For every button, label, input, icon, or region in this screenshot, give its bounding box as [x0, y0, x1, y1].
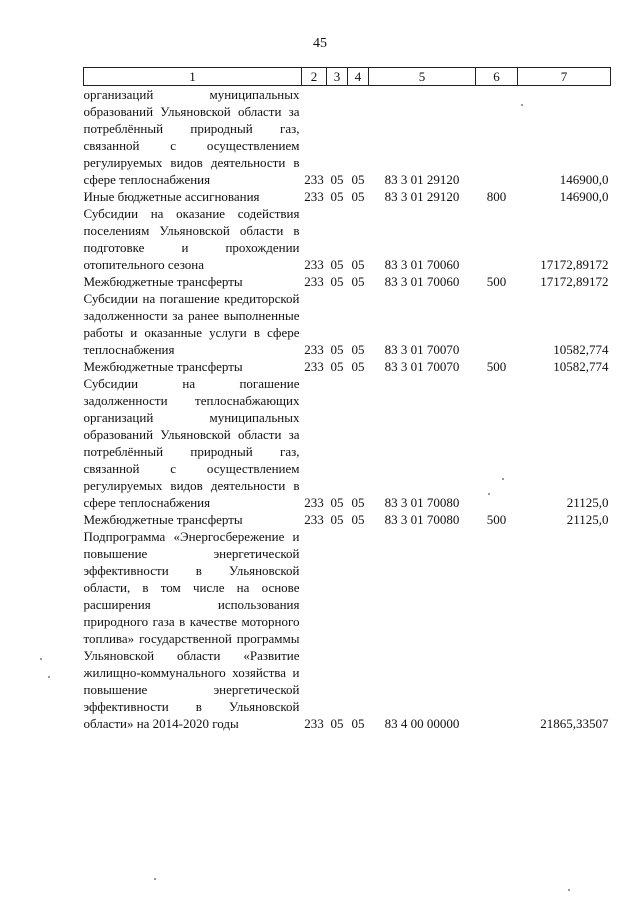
column-header-6: 6: [476, 68, 518, 86]
table-row: [84, 205, 611, 273]
row-name: Субсидии на оказание содействия поселениям Ульяновской области в подготовке и прохождении отопительного сезона: [83, 206, 300, 272]
section-code: 05: [330, 172, 344, 187]
section-code: 05: [330, 716, 344, 731]
scan-speck: [521, 104, 523, 106]
target-article-code: 83 3 01 70080: [384, 495, 460, 510]
amount: 146900,0: [559, 172, 609, 187]
budget-table: [83, 67, 611, 732]
amount: 21125,0: [566, 512, 609, 527]
subsection-code: 05: [351, 274, 365, 289]
target-article-code: 83 3 01 70080: [384, 512, 460, 527]
row-name: Субсидии на погашение кредиторской задолженности за ранее выполненные работы и оказанные услуги в сфере теплоснабжения: [83, 291, 300, 357]
amount: 10582,774: [553, 342, 609, 357]
row-name: Субсидии на погашение задолженности теплоснабжающих организаций муниципальных образований Ульяновской области за потреблённый природный газ, связанной с осуществлением регулируемых видов деятельности в сфере теплоснабжения: [83, 376, 300, 510]
ministry-code: 233: [304, 172, 324, 187]
subsection-code: 05: [351, 189, 365, 204]
section-code: 05: [330, 274, 344, 289]
section-code: 05: [330, 495, 344, 510]
expense-type-code: 500: [486, 274, 507, 289]
ministry-code: 233: [304, 257, 324, 272]
target-article-code: 83 3 01 29120: [384, 172, 460, 187]
expense-type-code: 500: [486, 512, 507, 527]
expense-type-code: [476, 290, 518, 358]
table-row: [84, 528, 611, 732]
expense-type-code: [476, 528, 518, 732]
header-row: [84, 68, 611, 86]
scan-speck: [154, 878, 156, 880]
table-body: [84, 86, 611, 733]
expense-type-code: [476, 375, 518, 511]
target-article-code: 83 3 01 29120: [384, 189, 460, 204]
row-name: Подпрограмма «Энергосбережение и повышение энергетической эффективности в Ульяновской области, в том числе на основе расширения использования природного газа в качестве моторного топлива» государственной программы Ульяновской области «Развитие жилищно-коммунального хозяйства и повышение энергетической эффективности в Ульяновской области» на 2014-2020 годы: [83, 529, 300, 731]
subsection-code: 05: [351, 512, 365, 527]
table-row: [84, 86, 611, 189]
subsection-code: 05: [351, 359, 365, 374]
column-header-4: 4: [348, 68, 369, 86]
expense-type-code: 800: [486, 189, 507, 204]
table-row: [84, 375, 611, 511]
column-header-3: 3: [327, 68, 348, 86]
target-article-code: 83 3 01 70070: [384, 359, 460, 374]
subsection-code: 05: [351, 495, 365, 510]
scan-speck: [48, 676, 50, 678]
table-row: [84, 358, 611, 375]
scan-speck: [502, 478, 504, 480]
table-row: [84, 188, 611, 205]
subsection-code: 05: [351, 257, 365, 272]
row-name: Межбюджетные трансферты: [83, 512, 243, 527]
section-code: 05: [330, 257, 344, 272]
expense-type-code: [476, 86, 518, 189]
ministry-code: 233: [304, 512, 324, 527]
amount: 21865,33507: [540, 716, 609, 731]
subsection-code: 05: [351, 172, 365, 187]
ministry-code: 233: [304, 359, 324, 374]
ministry-code: 233: [304, 495, 324, 510]
table-row: [84, 273, 611, 290]
row-name: Иные бюджетные ассигнования: [83, 189, 260, 204]
amount: 17172,89172: [540, 257, 609, 272]
target-article-code: 83 3 01 70060: [384, 257, 460, 272]
section-code: 05: [330, 342, 344, 357]
column-header-5: 5: [369, 68, 476, 86]
table-row: [84, 511, 611, 528]
row-name: Межбюджетные трансферты: [83, 274, 243, 289]
section-code: 05: [330, 512, 344, 527]
ministry-code: 233: [304, 342, 324, 357]
section-code: 05: [330, 359, 344, 374]
amount: 21125,0: [566, 495, 609, 510]
expense-type-code: 500: [486, 359, 507, 374]
table-row: [84, 290, 611, 358]
row-name: организаций муниципальных образований Ульяновской области за потреблённый природный газ, связанной с осуществлением регулируемых видов деятельности в сфере теплоснабжения: [83, 87, 300, 187]
scan-speck: [488, 493, 490, 495]
column-header-7: 7: [518, 68, 611, 86]
ministry-code: 233: [304, 716, 324, 731]
subsection-code: 05: [351, 716, 365, 731]
page-number: 45: [313, 36, 327, 51]
ministry-code: 233: [304, 189, 324, 204]
scan-speck: [40, 658, 42, 660]
ministry-code: 233: [304, 274, 324, 289]
target-article-code: 83 4 00 00000: [384, 716, 460, 731]
expense-type-code: [476, 205, 518, 273]
section-code: 05: [330, 189, 344, 204]
subsection-code: 05: [351, 342, 365, 357]
amount: 146900,0: [559, 189, 609, 204]
target-article-code: 83 3 01 70070: [384, 342, 460, 357]
row-name: Межбюджетные трансферты: [83, 359, 243, 374]
amount: 17172,89172: [540, 274, 609, 289]
column-header-1: 1: [84, 68, 302, 86]
amount: 10582,774: [553, 359, 609, 374]
target-article-code: 83 3 01 70060: [384, 274, 460, 289]
scan-speck: [568, 889, 570, 891]
column-header-2: 2: [302, 68, 327, 86]
